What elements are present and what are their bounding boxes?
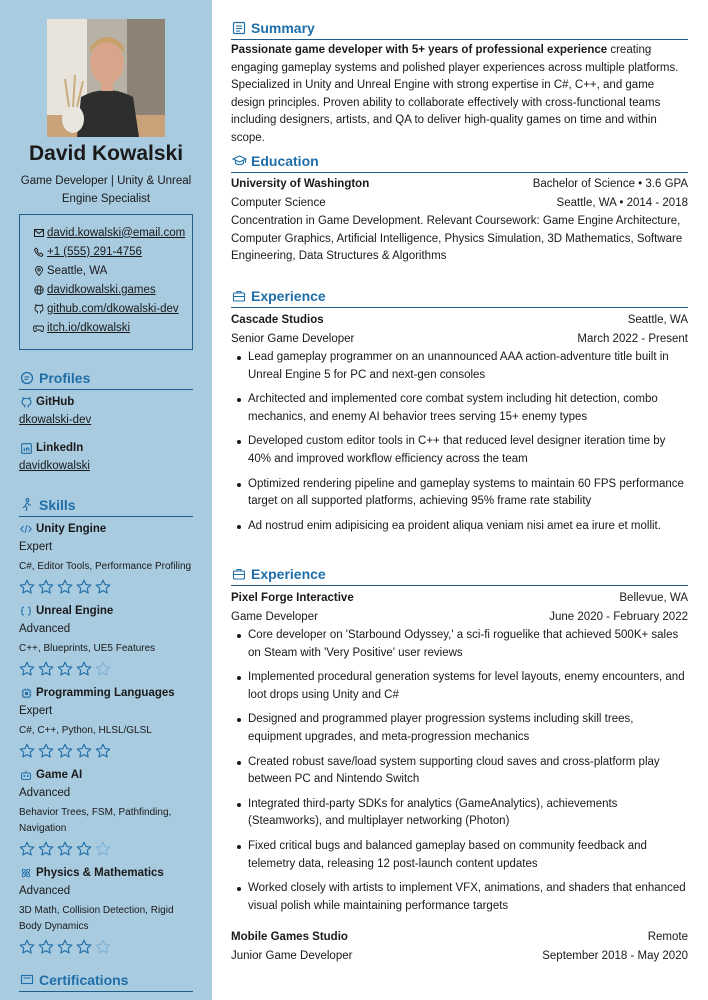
company: Cascade Studios [231, 314, 324, 326]
list-item: Implemented procedural generation systems for level layouts, enemy encounters, and loot drops using Unity and C# [231, 669, 688, 704]
star-filled-icon [76, 939, 92, 955]
star-filled-icon [76, 841, 92, 857]
github-icon [19, 395, 33, 409]
summary-body: creating engaging gameplay systems and polished player experiences across multiple platforms. Specialized in Unity and Unreal Engine with strong expertise in C#, C++, and game design principles. Proven ability to collaborate effectively with cross-functional teams including designers, artists, and QA to deliver high-quality games on time and within scope. [231, 44, 679, 144]
list-item: Developed custom editor tools in C++ that reduced level designer iteration time by 40% and improved workflow efficiency across the team [231, 433, 688, 468]
skill-keywords: Behavior Trees, FSM, Pathfinding, Navigation [19, 807, 172, 834]
chip-icon [19, 686, 33, 700]
company-location: Seattle, WA [627, 314, 688, 326]
github-link[interactable]: github.com/dkowalski-dev [47, 302, 179, 315]
location-text: Seattle, WA [47, 264, 108, 277]
education-title: Education [251, 152, 319, 169]
star-filled-icon [57, 939, 73, 955]
linkedin-icon [19, 441, 33, 455]
contact-github [32, 299, 192, 318]
exp1-row-2 [231, 330, 688, 348]
itch-link[interactable]: itch.io/dkowalski [47, 321, 131, 334]
company-location: Remote [647, 931, 688, 943]
exp2-row-2 [231, 608, 688, 626]
company: Pixel Forge Interactive [231, 592, 354, 604]
skill-rating [19, 939, 193, 955]
profile-linkedin [19, 440, 193, 472]
profile-photo [47, 19, 165, 137]
document-icon [231, 20, 247, 36]
list-item: Architected and implemented core combat system including hit detection, combo mechanics, and enemy AI behavior trees serving 15+ enemy types [231, 391, 688, 426]
skill-item [19, 521, 193, 595]
github-icon [32, 302, 45, 315]
star-filled-icon [38, 841, 54, 857]
profiles-title: Profiles [39, 369, 91, 386]
profile-network: GitHub [19, 394, 193, 410]
star-filled-icon [76, 579, 92, 595]
education-location-date: Seattle, WA • 2014 - 2018 [556, 197, 688, 209]
star-filled-icon [38, 661, 54, 677]
skill-name: Unreal Engine [36, 605, 114, 617]
list-item: Created robust save/load system supporting cloud saves and cross-platform play between PC and Nintendo Switch [231, 754, 688, 789]
skills-heading [19, 493, 193, 517]
summary-title: Summary [251, 19, 315, 36]
star-filled-icon [38, 579, 54, 595]
position: Senior Game Developer [231, 333, 355, 345]
list-item: Optimized rendering pipeline and gameplay systems to maintain 60 FPS performance target on all supported platforms, achieving 95% frame rate stability [231, 476, 688, 511]
star-filled-icon [95, 579, 111, 595]
certifications-heading [19, 968, 193, 992]
summary-text [231, 42, 688, 148]
certificate-icon [19, 972, 35, 988]
gamepad-icon [32, 321, 45, 334]
date-range: March 2022 - Present [577, 333, 688, 345]
skill-item [19, 685, 193, 759]
star-filled-icon [19, 579, 35, 595]
braces-icon [19, 604, 33, 618]
education-summary: Concentration in Game Development. Relevant Coursework: Game Engine Architecture, Computer Graphics, Artificial Intelligence, Physics Simulation, 3D Mathematics, Software Engineering, Data Structures & Algorithms [231, 215, 683, 263]
experience-heading-2 [231, 562, 688, 586]
candidate-headline: Game Developer | Unity & Unreal Engine Specialist [20, 175, 192, 205]
graduation-cap-icon [231, 153, 247, 169]
exp2-row-1 [231, 589, 688, 607]
contact-website [32, 280, 192, 299]
profile-github [19, 394, 193, 426]
skill-keywords: C#, Editor Tools, Performance Profiling [19, 561, 192, 572]
star-filled-icon [57, 743, 73, 759]
candidate-name: David Kowalski [28, 142, 184, 165]
education-row-1 [231, 175, 688, 193]
skill-rating [19, 661, 193, 677]
list-item: Core developer on 'Starbound Odyssey,' a sci-fi roguelike that achieved 500K+ sales on Steam with 'Very Positive' user reviews [231, 627, 688, 662]
skill-name: Game AI [36, 769, 83, 781]
list-item: Ad nostrud enim adipisicing ea proident aliqua veniam nisi amet ea irure et mollit. [231, 518, 688, 536]
atom-icon [19, 866, 33, 880]
website-link[interactable]: davidkowalski.games [47, 283, 156, 296]
star-filled-icon [19, 841, 35, 857]
skill-keywords: C++, Blueprints, UE5 Features [19, 643, 156, 654]
skill-level: Expert [19, 705, 53, 717]
skill-level: Advanced [19, 787, 71, 799]
list-item: Designed and programmed player progression systems including skill trees, equipment upgrades, and meta-progression mechanics [231, 711, 688, 746]
skill-rating [19, 579, 193, 595]
contact-email [32, 223, 192, 242]
education-row-2 [231, 194, 688, 212]
contact-location [32, 261, 192, 280]
company-location: Bellevue, WA [619, 592, 688, 604]
star-filled-icon [76, 661, 92, 677]
skill-level: Expert [19, 541, 53, 553]
phone-icon [32, 245, 45, 258]
position: Junior Game Developer [231, 950, 353, 962]
profile-network: LinkedIn [19, 440, 193, 456]
company: Mobile Games Studio [231, 931, 348, 943]
location-icon [32, 264, 45, 277]
experience-title: Experience [251, 565, 326, 582]
phone-link[interactable]: +1 (555) 291-4756 [47, 245, 142, 258]
star-filled-icon [76, 743, 92, 759]
sidebar [0, 0, 212, 1000]
degree: Bachelor of Science • 3.6 GPA [532, 178, 688, 190]
experience-heading [231, 284, 688, 308]
star-filled-icon [19, 661, 35, 677]
star-filled-icon [38, 939, 54, 955]
summary-heading [231, 16, 688, 40]
star-filled-icon [57, 579, 73, 595]
person-running-icon [19, 497, 35, 513]
skill-keywords: 3D Math, Collision Detection, Rigid Body Dynamics [19, 905, 174, 932]
list-item: Fixed critical bugs and balanced gameplay based on community feedback and telemetry data, releasing 12 post-launch content updates [231, 838, 688, 873]
skill-rating [19, 841, 193, 857]
exp3-row-1 [231, 928, 688, 946]
institution: University of Washington [231, 178, 370, 190]
skill-keywords: C#, C++, Python, HLSL/GLSL [19, 725, 152, 736]
list-item: Lead gameplay programmer on an unannounced AAA action-adventure title built in Unreal Engine 5 for PC and next-gen consoles [231, 349, 688, 384]
exp1-row-1 [231, 311, 688, 329]
globe-icon [32, 283, 45, 296]
list-item: Worked closely with artists to implement VFX, animations, and shaders that enhanced visual polish while maintaining performance targets [231, 880, 688, 915]
skill-level: Advanced [19, 885, 71, 897]
robot-icon [19, 768, 33, 782]
contact-box [19, 214, 193, 350]
skill-item [19, 603, 193, 677]
profiles-heading [19, 366, 193, 390]
briefcase-icon [231, 566, 247, 582]
star-empty-icon [95, 661, 111, 677]
star-filled-icon [19, 939, 35, 955]
star-filled-icon [19, 743, 35, 759]
certifications-title: Certifications [39, 971, 129, 988]
skill-item [19, 767, 193, 857]
exp2-bullets [231, 627, 688, 922]
exp1-bullets [231, 349, 688, 542]
position: Game Developer [231, 611, 318, 623]
study-area: Computer Science [231, 197, 326, 209]
skills-title: Skills [39, 496, 76, 513]
profile-username[interactable]: davidkowalski [19, 460, 90, 472]
list-item: Integrated third-party SDKs for analytics (GameAnalytics), achievements (Steamworks), and multiplayer networking (Photon) [231, 796, 688, 831]
skill-name: Physics & Mathematics [36, 867, 164, 879]
skill-level: Advanced [19, 623, 71, 635]
skill-name: Unity Engine [36, 523, 107, 535]
profile-username[interactable]: dkowalski-dev [19, 414, 92, 426]
summary-highlight: Passionate game developer with 5+ years of professional experience [231, 44, 608, 56]
star-filled-icon [57, 841, 73, 857]
skill-item [19, 865, 193, 955]
star-empty-icon [95, 939, 111, 955]
contact-phone [32, 242, 192, 261]
star-filled-icon [95, 743, 111, 759]
star-filled-icon [38, 743, 54, 759]
education-heading [231, 149, 688, 173]
mail-icon [32, 226, 45, 239]
experience-title: Experience [251, 287, 326, 304]
briefcase-icon [231, 288, 247, 304]
star-filled-icon [57, 661, 73, 677]
skill-rating [19, 743, 193, 759]
star-empty-icon [95, 841, 111, 857]
skill-name: Programming Languages [36, 687, 175, 699]
email-link[interactable]: david.kowalski@email.com [47, 226, 186, 239]
contact-itch [32, 318, 192, 337]
code-icon [19, 522, 33, 536]
date-range: September 2018 - May 2020 [542, 950, 688, 962]
date-range: June 2020 - February 2022 [549, 611, 688, 623]
chat-icon [19, 370, 35, 386]
exp3-row-2 [231, 947, 688, 965]
